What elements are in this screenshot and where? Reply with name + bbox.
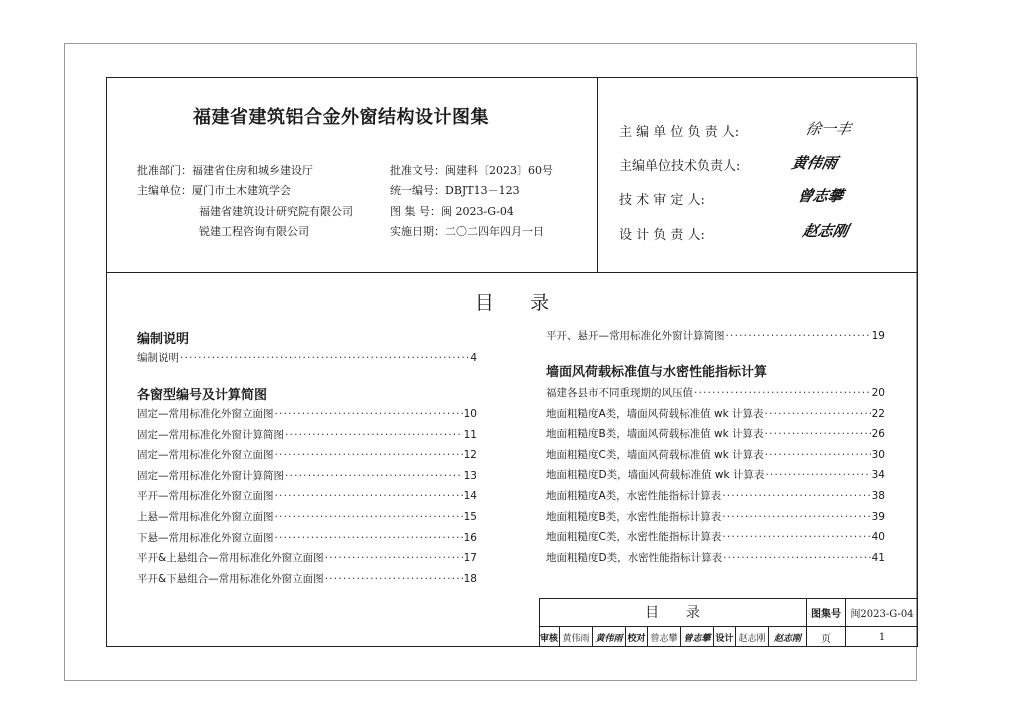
chief-unit-2: 福建省建筑设计研究院有限公司 — [199, 205, 353, 218]
unified-no: 统一编号：DBJT13－123 — [390, 184, 520, 197]
toc-entry-page: 17 — [463, 552, 477, 565]
toc-entry — [137, 468, 477, 484]
chief-unit: 主编单位：厦门市土木建筑学会 — [137, 184, 291, 197]
approve-dept: 批准部门：福建省住房和城乡建设厅 — [137, 164, 313, 177]
toc-leader-dots — [722, 529, 870, 545]
toc-entry-label: 编制说明 — [137, 352, 179, 364]
title-block — [539, 598, 918, 647]
toc-entry-label: 地面粗糙度D类，墙面风荷载标准值 wk 计算表 — [546, 469, 765, 482]
toc-entry-label: 福建各县市不同重现期的风压值 — [546, 387, 693, 399]
toc-entry — [137, 530, 477, 546]
toc-entry-page: 13 — [463, 469, 477, 482]
toc-entry-label: 地面粗糙度C类，墙面风荷载标准值 wk 计算表 — [546, 448, 764, 461]
toc-entry — [546, 406, 885, 422]
toc-entry-label: 地面粗糙度B类，水密性能指标计算表 — [546, 510, 722, 523]
title-block-signature: 曾志攀 — [681, 627, 714, 647]
title-block-signature: 赵志刚 — [769, 627, 807, 647]
signature-3: 曾志攀 — [795, 187, 845, 205]
toc-leader-dots — [722, 509, 870, 525]
toc-entry — [546, 509, 885, 525]
toc-entry-label: 固定—常用标准化外窗计算简图 — [137, 469, 284, 482]
signature-1: 徐一丰 — [803, 120, 853, 138]
toc-entry-page: 26 — [871, 428, 885, 441]
toc-leader-dots — [765, 467, 870, 483]
toc-entry-page: 39 — [871, 510, 885, 523]
toc-entry-label: 下悬—常用标准化外窗立面图 — [137, 531, 274, 544]
toc-entry-label: 平开&下悬组合—常用标准化外窗立面图 — [137, 572, 324, 585]
atlas-number-label: 图集号 — [807, 598, 846, 627]
toc-entry — [546, 328, 885, 344]
toc-entry-page: 16 — [463, 531, 477, 544]
toc-leader-dots — [325, 550, 463, 566]
toc-entry-label: 地面粗糙度C类，水密性能指标计算表 — [546, 531, 722, 544]
title-block-person: 赵志刚 — [736, 627, 769, 647]
approve-no: 批准文号：闽建科〔2023〕60号 — [390, 164, 553, 177]
impl-date: 实施日期：二〇二四年四月一日 — [390, 225, 544, 238]
atlas-number-value: 闽2023-G-04 — [846, 598, 918, 627]
toc-entry — [137, 571, 477, 587]
toc-entry-label: 固定—常用标准化外窗计算简图 — [137, 428, 284, 441]
toc-entry-page: 20 — [871, 387, 885, 399]
signoff-label-1: 主 编 单 位 负 责 人: — [619, 125, 740, 140]
toc-entry — [546, 447, 885, 463]
toc-entry — [137, 406, 477, 422]
toc-entry-page: 41 — [871, 551, 885, 564]
toc-leader-dots — [285, 468, 463, 484]
toc-leader-dots — [275, 447, 463, 463]
toc-leader-dots — [325, 571, 463, 587]
toc-entry-label: 平开&上悬组合—常用标准化外窗立面图 — [137, 552, 324, 565]
toc-entry-page: 11 — [463, 428, 477, 441]
toc-leader-dots — [722, 488, 870, 504]
title-block-signature: 黄伟雨 — [593, 627, 626, 647]
toc-entry — [546, 529, 885, 545]
toc-entry — [137, 509, 477, 525]
toc-leader-dots — [275, 509, 463, 525]
toc-leader-dots — [180, 350, 469, 366]
toc-entry-page: 12 — [463, 449, 477, 462]
toc-leader-dots — [275, 406, 463, 422]
toc-entry-page: 34 — [871, 469, 885, 482]
title-block-person: 黄伟雨 — [560, 627, 593, 647]
toc-entry-page: 30 — [871, 448, 885, 461]
toc-entry-label: 固定—常用标准化外窗立面图 — [137, 449, 274, 462]
toc-entry-label: 地面粗糙度D类，水密性能指标计算表 — [546, 551, 723, 564]
toc-leader-dots — [765, 447, 871, 463]
atlas-no: 图 集 号：闽 2023-G-04 — [390, 205, 514, 218]
title-block-person: 曾志攀 — [648, 627, 681, 647]
toc-entry — [137, 427, 477, 443]
toc-entry-page: 40 — [871, 531, 885, 544]
toc-entry-label: 固定—常用标准化外窗立面图 — [137, 408, 274, 420]
toc-entry-label: 平开、悬开—常用标准化外窗计算简图 — [546, 330, 725, 342]
header-divider — [106, 272, 918, 273]
signoff-label-2: 主编单位技术负责人: — [619, 159, 741, 174]
toc-entry — [546, 467, 885, 483]
toc-entry-page: 4 — [470, 352, 477, 364]
toc-entry-label: 平开—常用标准化外窗立面图 — [137, 490, 274, 503]
signature-4: 赵志刚 — [800, 222, 850, 240]
toc-entry — [137, 488, 477, 504]
toc-entry-page: 10 — [463, 408, 477, 420]
atlas-title: 福建省建筑铝合金外窗结构设计图集 — [193, 107, 489, 128]
contents-title: 目 录 — [474, 292, 550, 314]
toc-leader-dots — [726, 328, 871, 344]
chief-unit-3: 锐建工程咨询有限公司 — [199, 225, 309, 238]
toc-entry — [546, 550, 885, 566]
toc-entry-label: 上悬—常用标准化外窗立面图 — [137, 511, 274, 523]
toc-entry — [137, 447, 477, 463]
toc-leader-dots — [694, 385, 871, 401]
toc-leader-dots — [765, 406, 871, 422]
signoff-label-4: 设 计 负 责 人: — [619, 228, 705, 243]
toc-entry — [137, 550, 477, 566]
title-block-role-label: 审核 — [539, 627, 560, 647]
toc-entry-page: 19 — [871, 330, 885, 342]
toc-entry-page: 15 — [463, 511, 477, 523]
toc-entry-page: 14 — [463, 490, 477, 503]
toc-entry-label: 地面粗糙度A类，墙面风荷载标准值 wk 计算表 — [546, 407, 764, 420]
toc-leader-dots — [285, 427, 463, 443]
toc-entry-label: 地面粗糙度A类，水密性能指标计算表 — [546, 490, 722, 502]
page-label: 页 — [807, 627, 846, 647]
page-value: 1 — [878, 631, 886, 643]
signoff-label-3: 技 术 审 定 人: — [619, 193, 705, 208]
toc-entry — [546, 385, 885, 401]
toc-entry-label: 地面粗糙度B类，墙面风荷载标准值 wk 计算表 — [546, 428, 764, 441]
title-block-role-label: 设计 — [714, 627, 736, 647]
title-block-role-label: 校对 — [626, 627, 648, 647]
header-vertical-divider — [597, 77, 598, 272]
toc-entry-page: 38 — [871, 490, 885, 502]
toc-entry — [546, 488, 885, 504]
section-heading-wind-load: 墙面风荷载标准值与水密性能指标计算 — [546, 365, 768, 380]
section-heading-window-types: 各窗型编号及计算简图 — [137, 388, 268, 403]
toc-leader-dots — [275, 530, 463, 546]
toc-entry — [546, 426, 885, 442]
toc-entry — [137, 350, 477, 366]
toc-entry-page: 22 — [871, 407, 885, 420]
toc-leader-dots — [765, 426, 871, 442]
section-heading-compile-notes: 编制说明 — [137, 332, 190, 347]
toc-leader-dots — [275, 488, 463, 504]
toc-entry-page: 18 — [463, 572, 477, 585]
toc-leader-dots — [723, 550, 871, 566]
title-block-name: 目 录 — [539, 598, 807, 627]
signature-2: 黄伟雨 — [789, 154, 839, 172]
